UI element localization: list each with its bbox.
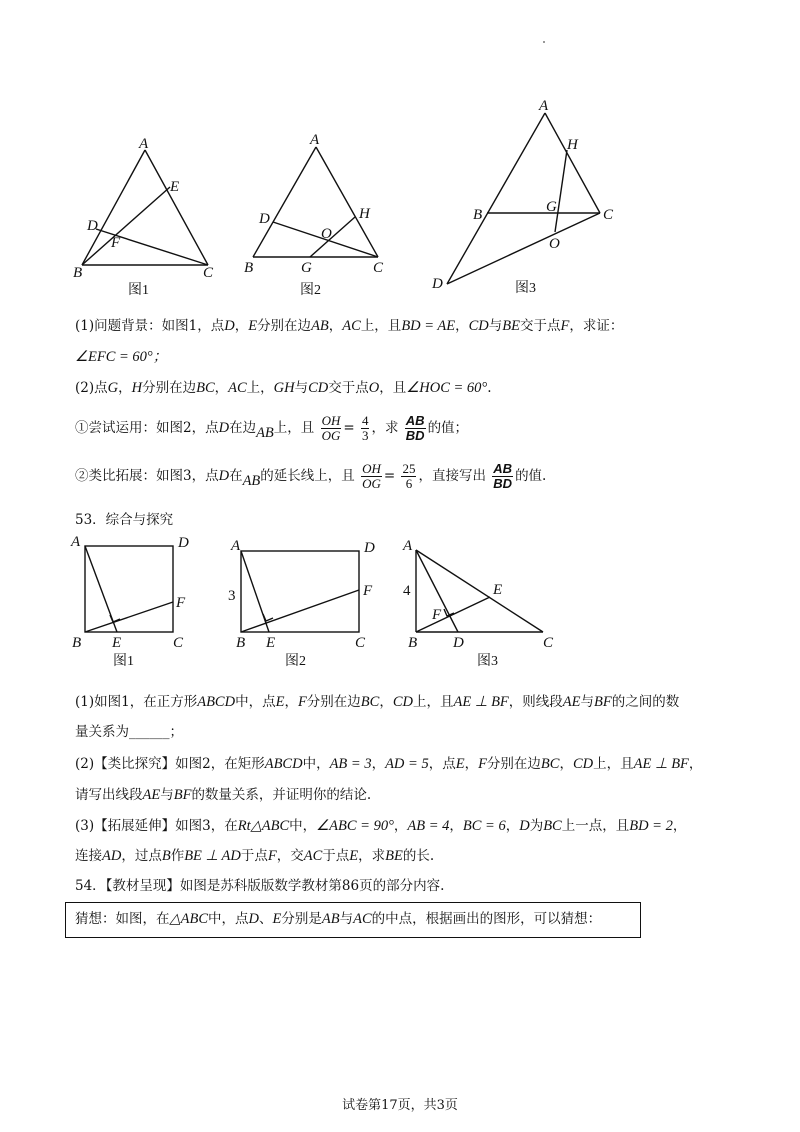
fraction-value: $\frac{25}{6}$ — [402, 461, 416, 491]
label-d: D — [178, 535, 189, 551]
label-a: A — [231, 538, 241, 554]
label-e: E — [266, 635, 276, 651]
label-a: A — [310, 132, 320, 148]
label-d: D — [259, 211, 270, 227]
fraction-ab-bd: $\frac{AB}{BD}$ — [405, 413, 425, 443]
edge-a-d — [447, 113, 545, 284]
label-f: F — [111, 235, 121, 251]
q53-title: 53．综合与探究 — [75, 512, 174, 528]
label-f: F — [176, 595, 186, 611]
q52-sub1: ①尝试运用：如图2，点D在边AB上，且 $\frac{OH}{OG}$ = $\frac{4}{3}$ ，求 $\frac{AB}{BD}$ 的值； — [75, 413, 469, 443]
q52-part2: (2)点G，H分别在边BC，AC上，GH与CD交于点O，且∠HOC = 60°. — [75, 380, 492, 396]
label-c: C — [603, 207, 614, 223]
q54-line: 54．【教材呈现】如图是苏科版版数学教材第86页的部分内容. — [75, 878, 445, 894]
rectangle-abcd — [241, 551, 359, 632]
label-a: A — [71, 534, 81, 550]
label-e: E — [493, 582, 503, 598]
label-c: C — [373, 260, 384, 276]
label-f: F — [432, 607, 442, 623]
label-b: B — [72, 635, 82, 651]
edge-ac — [545, 113, 600, 213]
figure-q53-3 — [395, 533, 565, 673]
label-o: O — [549, 236, 560, 252]
segment-bf — [85, 602, 173, 632]
figure-q52-2 — [240, 130, 400, 300]
label-c: C — [203, 265, 214, 281]
caption: 图3 — [477, 654, 498, 669]
label-b: B — [473, 207, 483, 223]
fraction-oh-og: $\frac{OH}{OG}$ — [362, 461, 381, 491]
caption: 图2 — [300, 283, 321, 298]
page-footer: 试卷第17页，共3页 — [342, 1098, 458, 1113]
q53-part2-line2: 请写出线段AE与BF的数量关系，并证明你的结论. — [75, 787, 372, 803]
label-side-ab: 3 — [228, 588, 236, 604]
q53-part3-line1: (3)【拓展延伸】如图3，在Rt△ABC中，∠ABC = 90°，AB = 4，BC = 6，D为BC上一点，且BD = 2， — [75, 818, 687, 834]
segment-gh — [555, 150, 567, 232]
q54-box-text: 猜想：如图，在△ABC中，点D、E分别是AB与AC的中点，根据画出的图形，可以猜想： — [75, 911, 602, 927]
label-f: F — [363, 583, 373, 599]
label-a: A — [139, 136, 149, 152]
label-h: H — [567, 137, 578, 153]
q53-part1-line1: (1)如图1，在正方形ABCD中，点E，F分别在边BC，CD上，且AE ⊥ BF，则线段AE与BF的之间的数 — [75, 694, 680, 710]
label-d: D — [87, 218, 98, 234]
segment-bf — [241, 590, 359, 632]
label-b: B — [73, 265, 83, 281]
label-b: B — [236, 635, 246, 651]
segment-be — [416, 597, 490, 632]
label-g: G — [546, 199, 557, 215]
fraction-oh-og: $\frac{OH}{OG}$ — [321, 413, 341, 443]
label-e: E — [170, 179, 180, 195]
label-d: D — [432, 276, 443, 292]
q52-sub2: ②类比拓展：如图3，点D在AB的延长线上，且 $\frac{OH}{OG}$ = $\frac{25}{6}$ ，直接写出 $\frac{AB}{BD}$ 的值. — [75, 461, 547, 491]
label-d: D — [453, 635, 464, 651]
q53-part1-line2: 量关系为______； — [75, 724, 183, 740]
square-abcd — [85, 546, 173, 632]
label-g: G — [301, 260, 312, 276]
caption: 图2 — [285, 654, 306, 669]
q53-part2-line1: (2)【类比探究】如图2，在矩形ABCD中，AB = 3，AD = 5，点E，F分别在边BC，CD上，且AE ⊥ BF， — [75, 756, 703, 772]
scan-speck — [543, 41, 545, 43]
label-b: B — [244, 260, 254, 276]
label-b: B — [408, 635, 418, 651]
label-side-ab: 4 — [403, 583, 411, 599]
label-h: H — [359, 206, 370, 222]
q52-part1-line1: (1)问题背景：如图1，点D，E分别在边AB，AC上，且BD = AE，CD与BE交于点F，求证： — [75, 318, 624, 334]
caption: 图1 — [128, 283, 149, 298]
caption: 图3 — [515, 281, 536, 296]
label-a: A — [539, 98, 549, 114]
edge-ab — [253, 147, 316, 257]
label-o: O — [321, 226, 332, 242]
figure-q53-2 — [222, 533, 387, 673]
label-a: A — [403, 538, 413, 554]
caption: 图1 — [113, 654, 134, 669]
label-c: C — [173, 635, 184, 651]
figure-q53-1 — [68, 533, 198, 673]
fraction-ab-bd: $\frac{AB}{BD}$ — [493, 461, 513, 491]
q53-part3-line2: 连接AD，过点B作BE ⊥ AD于点F，交AC于点E，求BE的长. — [75, 848, 435, 864]
label-c: C — [543, 635, 554, 651]
label-c: C — [355, 635, 366, 651]
fraction-value: $\frac{4}{3}$ — [361, 413, 369, 443]
label-e: E — [112, 635, 122, 651]
label-d: D — [364, 540, 375, 556]
figure-q52-3 — [425, 95, 625, 300]
figure-q52-1 — [70, 130, 230, 300]
q52-part1-line2: ∠EFC = 60°； — [75, 349, 168, 365]
segment-cd — [447, 213, 600, 284]
